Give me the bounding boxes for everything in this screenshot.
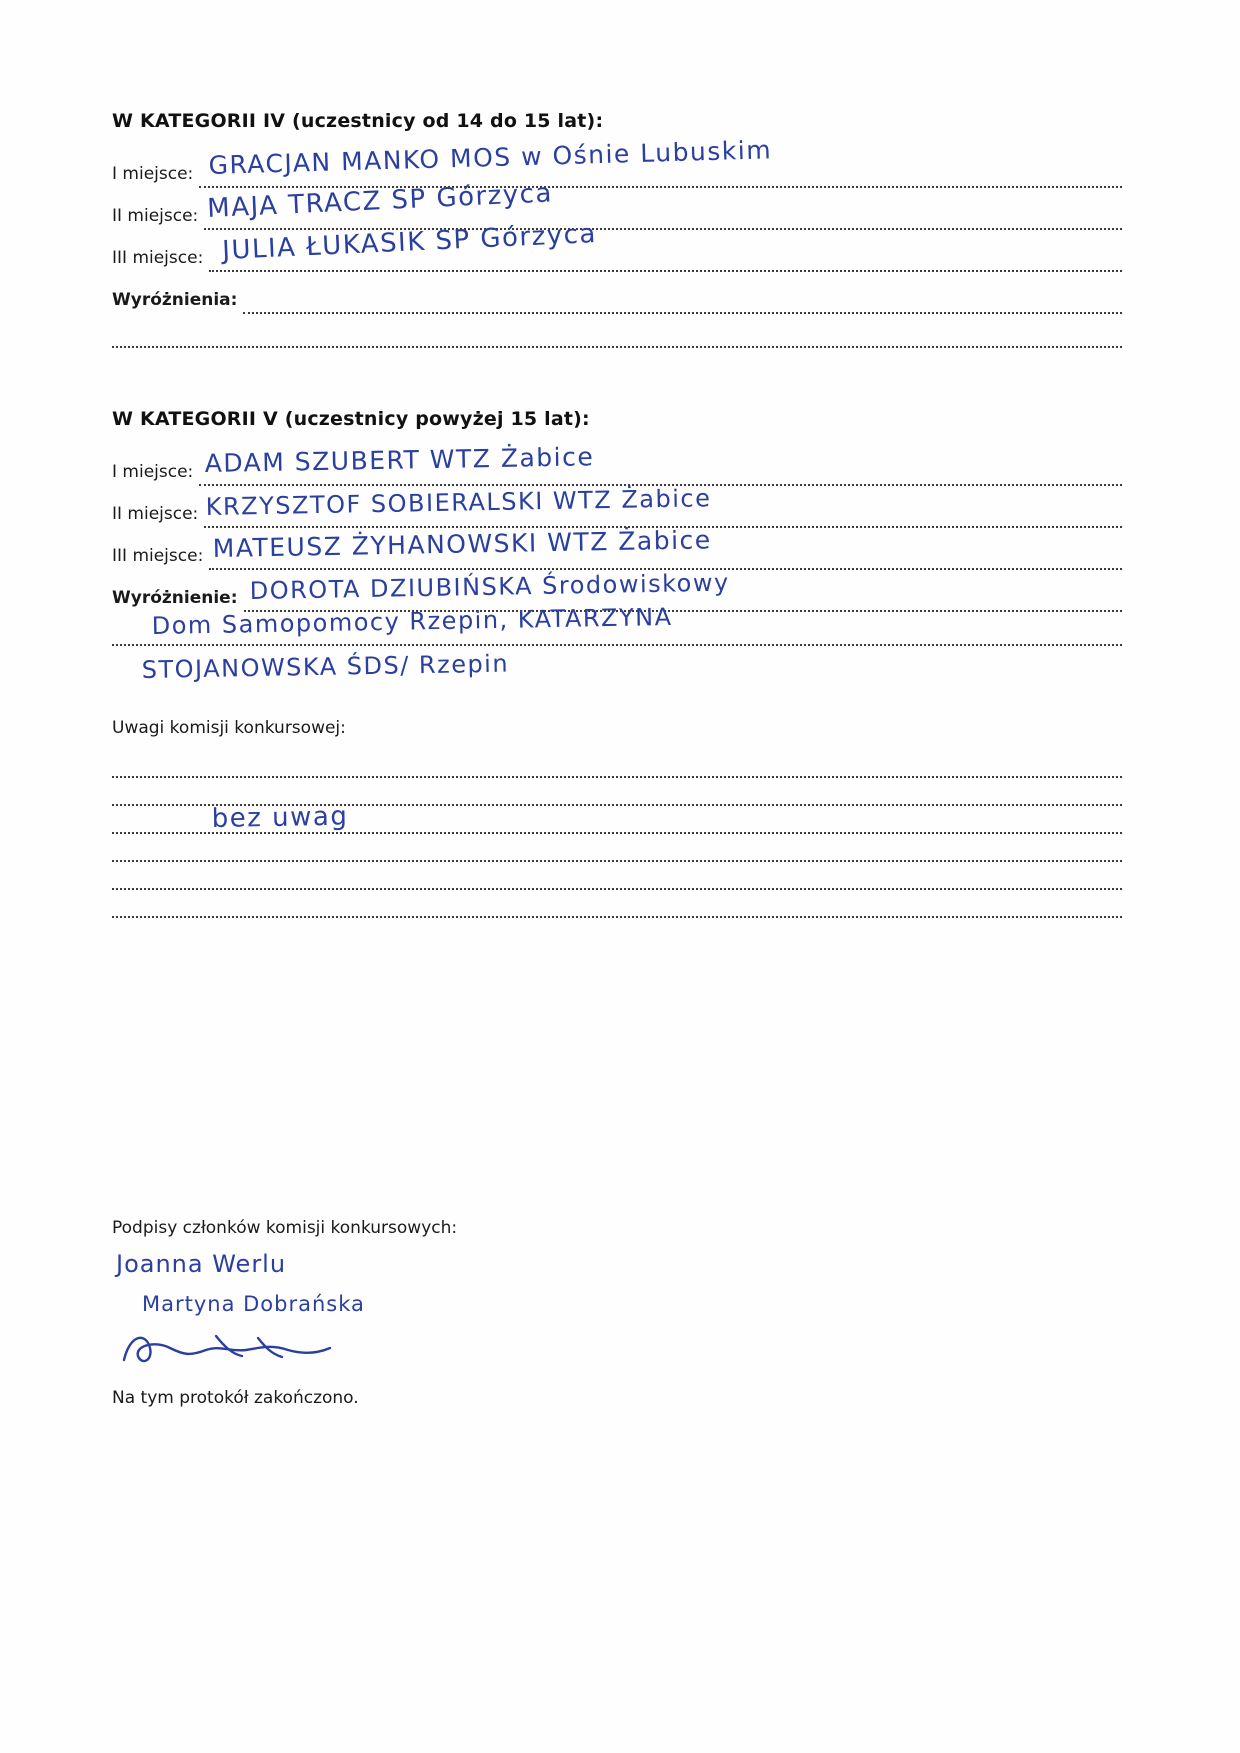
- dotted-line[interactable]: [204, 178, 1122, 230]
- signatures-label: Podpisy członków komisji konkursowych:: [112, 1218, 458, 1238]
- category-iv-honors-extra-row: [112, 314, 1122, 356]
- handwriting-honor: DOROTA DZIUBIŃSKA Środowiskowy: [249, 568, 730, 605]
- place-label: I miejsce:: [112, 462, 194, 482]
- place-label: I miejsce:: [112, 164, 194, 184]
- handwriting-place-2: MAJA TRACZ SP Górzyca: [206, 178, 554, 224]
- dotted-line[interactable]: [209, 525, 1122, 570]
- dotted-line[interactable]: [199, 135, 1122, 188]
- honor-label: Wyróżnienie:: [112, 588, 238, 608]
- category-v-place-2-row: [112, 486, 1122, 528]
- handwriting-remarks: bez uwag: [211, 801, 349, 834]
- category-v-place-3-row: [112, 525, 1122, 570]
- remarks-line[interactable]: [112, 750, 1122, 778]
- category-v-honor-row: [112, 570, 1122, 612]
- remarks-line[interactable]: [112, 778, 1122, 806]
- handwriting-place-2: KRZYSZTOF SOBIERALSKI WTZ Żabice: [205, 484, 712, 521]
- category-iv-place-1-row: [112, 135, 1122, 188]
- category-iv-place-2-row: [112, 178, 1122, 230]
- remarks-lines: [112, 750, 1122, 918]
- dotted-line[interactable]: [199, 442, 1122, 486]
- remarks-line[interactable]: [112, 834, 1122, 862]
- dotted-line[interactable]: [204, 484, 1122, 528]
- signature-2: Martyna Dobrańska: [142, 1292, 365, 1316]
- category-v-honor-continuation-row: [112, 602, 1122, 654]
- signature-1: Joanna Werlu: [116, 1250, 287, 1278]
- dotted-line[interactable]: [112, 320, 1122, 348]
- handwriting-place-1: ADAM SZUBERT WTZ Żabice: [204, 442, 595, 478]
- dotted-line[interactable]: [243, 286, 1122, 314]
- dotted-line[interactable]: [244, 568, 1122, 612]
- handwriting-place-3: MATEUSZ ŻYHANOWSKI WTZ Żabice: [212, 525, 713, 563]
- dotted-line[interactable]: [209, 219, 1122, 272]
- place-label: II miejsce:: [112, 504, 199, 524]
- closing-text: Na tym protokół zakończono.: [112, 1388, 359, 1408]
- category-v-place-1-row: [112, 444, 1122, 486]
- remarks-line[interactable]: [112, 890, 1122, 918]
- handwriting-place-1: GRACJAN MANKO MOS w Ośnie Lubuskim: [208, 135, 773, 180]
- category-v-honor-continuation-row-2: [112, 649, 1122, 700]
- category-iv-heading: W KATEGORII IV (uczestnicy od 14 do 15 lat):: [112, 110, 604, 132]
- category-iv-place-3-row: [112, 219, 1122, 272]
- handwriting-honor-continuation-2: STOJANOWSKA ŚDS/ Rzepin: [141, 649, 510, 684]
- remarks-line[interactable]: [112, 862, 1122, 890]
- handwriting-place-3: JULIA ŁUKASIK SP Górzyca: [221, 219, 598, 266]
- remarks-label: Uwagi komisji konkursowej:: [112, 718, 346, 738]
- signature-3-scribble: [120, 1326, 350, 1370]
- document-content: [112, 110, 1122, 1425]
- signatures-area[interactable]: [112, 1244, 1122, 1374]
- remarks-line[interactable]: [112, 801, 1122, 834]
- honors-label: Wyróżnienia:: [112, 290, 238, 310]
- place-label: II miejsce:: [112, 206, 199, 226]
- dotted-line[interactable]: [112, 602, 1122, 646]
- handwriting-honor-continuation-1: Dom Samopomocy Rzepin, KATARZYNA: [151, 602, 673, 640]
- category-iv-honors-row: [112, 272, 1122, 314]
- category-v-heading: W KATEGORII V (uczestnicy powyżej 15 lat):: [112, 408, 590, 430]
- place-label: III miejsce:: [112, 248, 204, 268]
- place-label: III miejsce:: [112, 546, 204, 566]
